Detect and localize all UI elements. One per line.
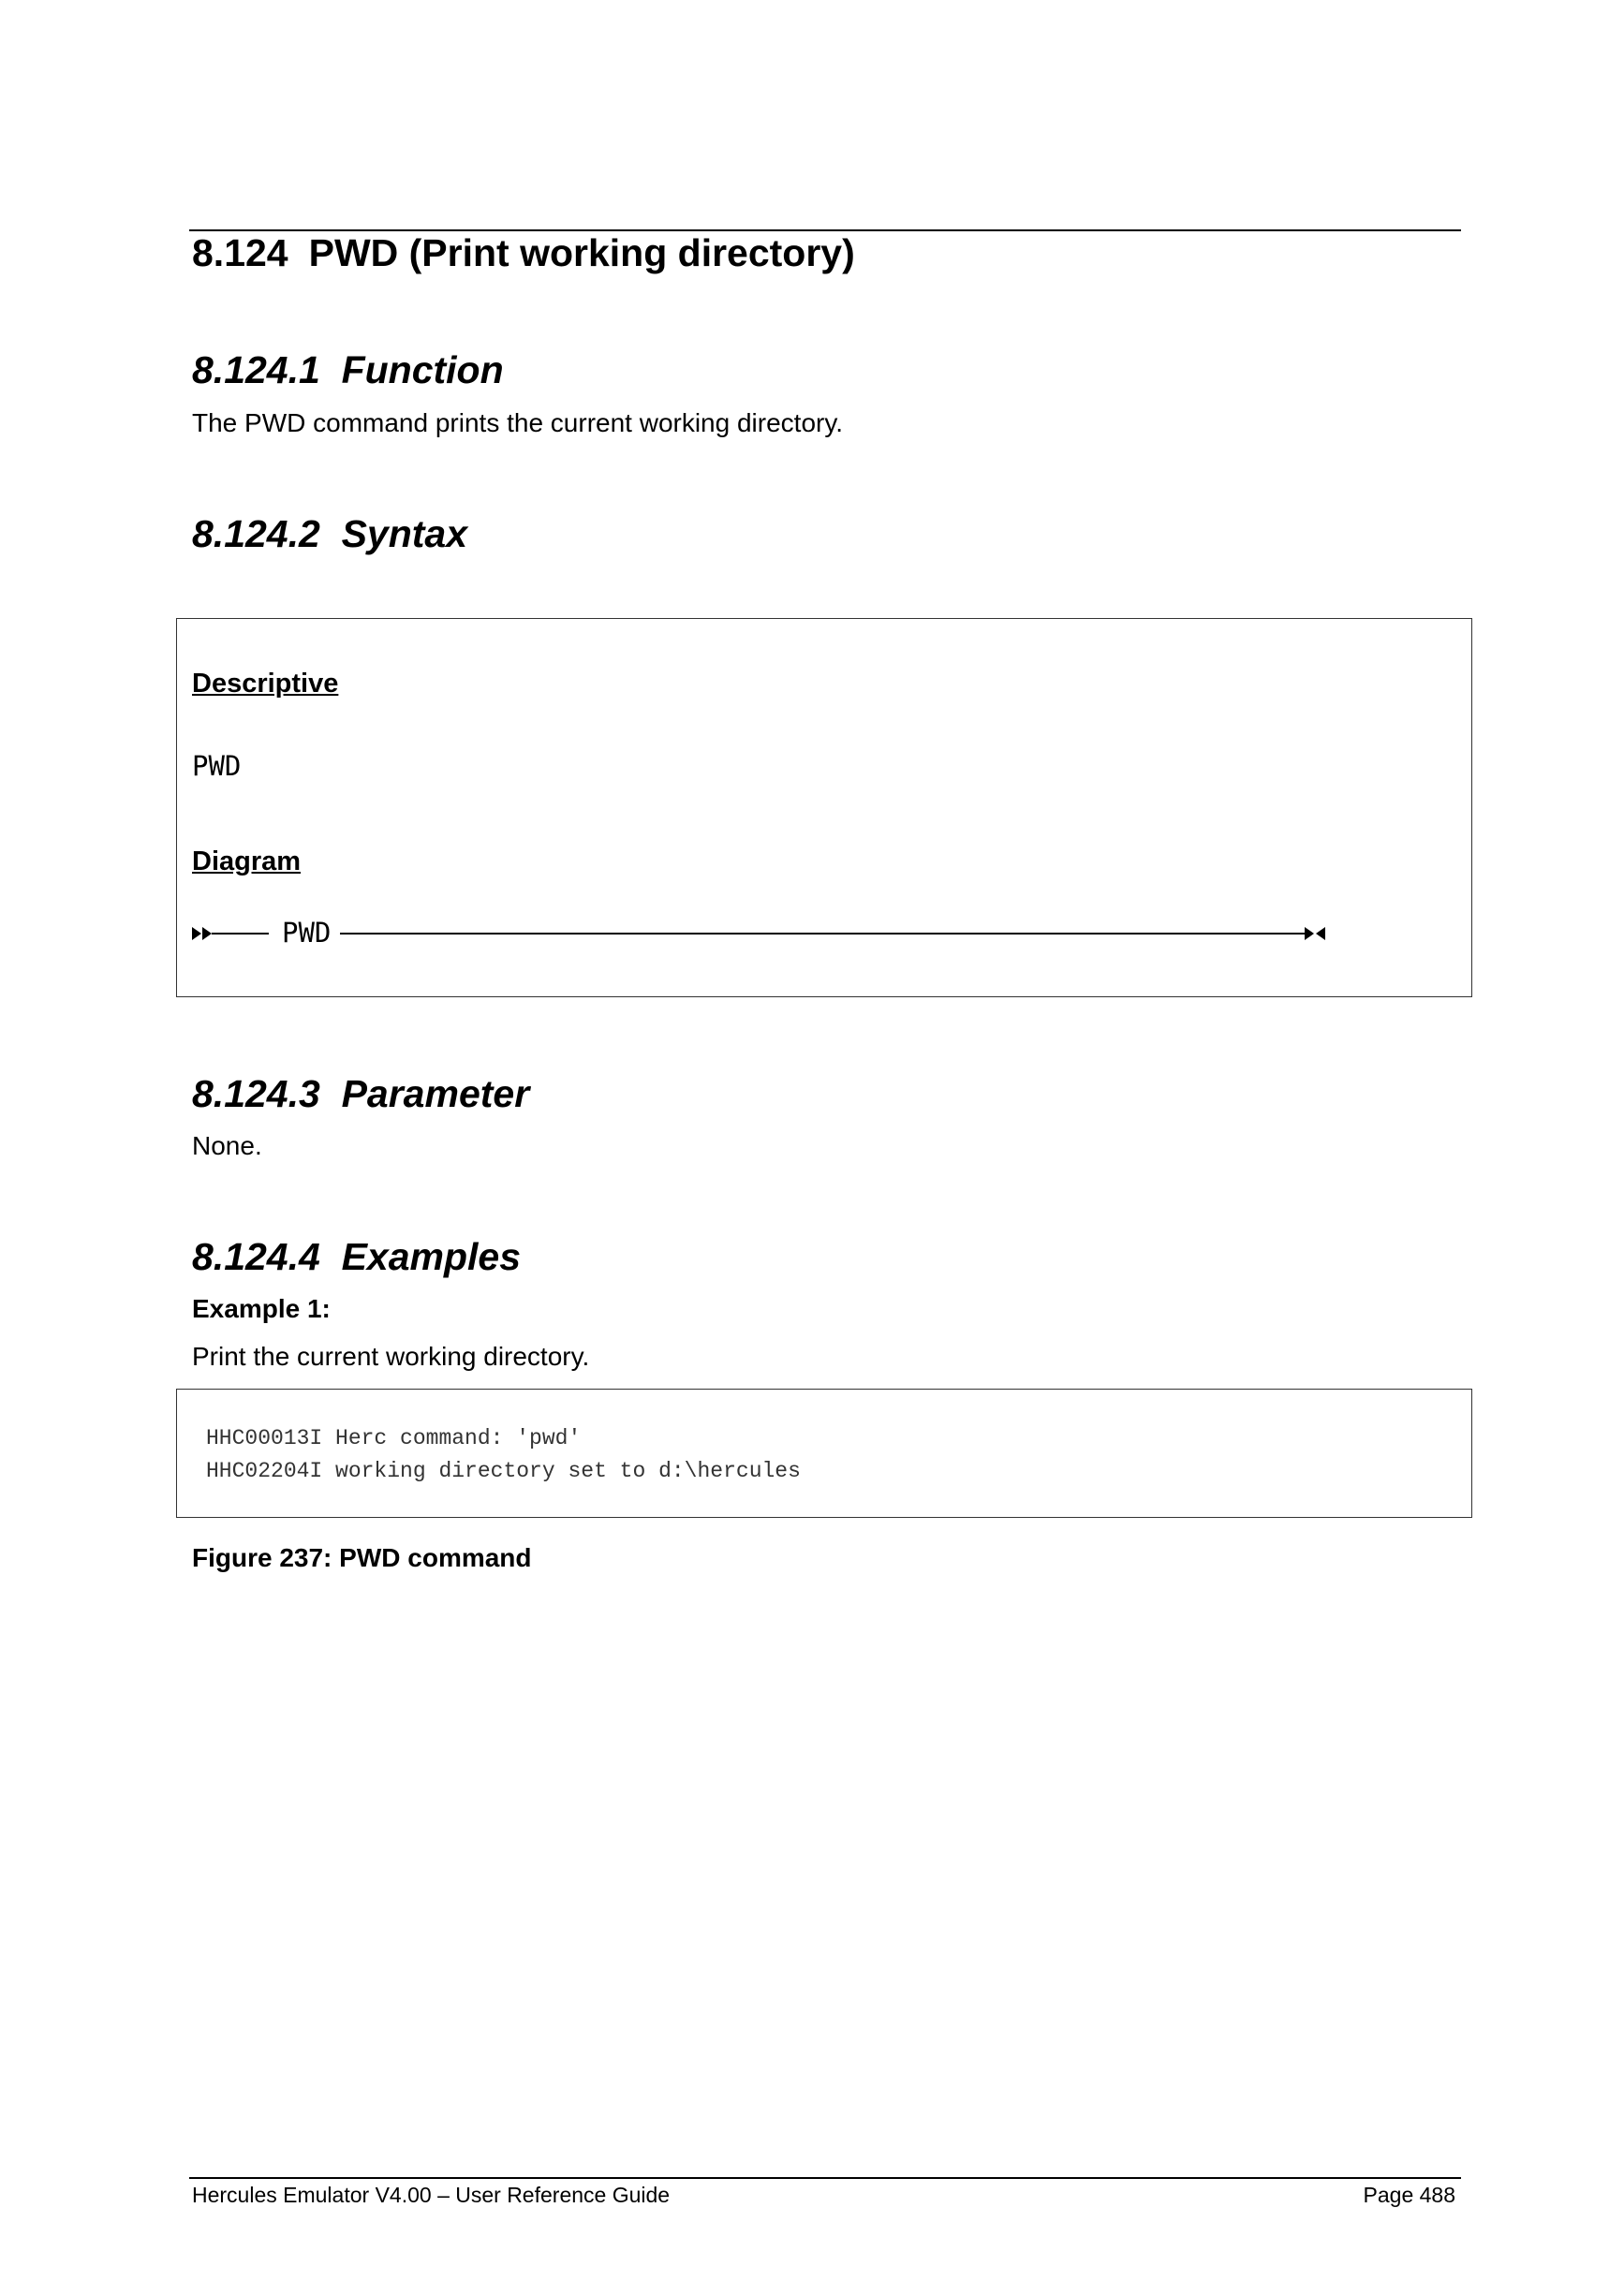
descriptive-label: Descriptive [192,669,339,699]
section-title [192,231,855,275]
diagram-label: Diagram [192,846,302,876]
code-line-2: HHC02204I working directory set to d:\hercules [206,1459,801,1483]
parameter-text: None. [192,1131,262,1160]
railroad-diagram-svg [192,915,1335,952]
syntax-heading: 8.124.2 Syntax [192,512,468,555]
end-arrow-1 [1305,927,1314,940]
function-text: The PWD command prints the current working directory. [192,408,844,437]
end-arrow-2 [1316,927,1325,940]
start-arrow-1 [192,927,201,940]
descriptive-value: PWD [192,750,242,782]
footer-left: Hercules Emulator V4.00 – User Reference Guide [192,2183,671,2207]
diagram-keyword: PWD [282,917,332,949]
parameter-heading: 8.124.3 Parameter [192,1072,530,1115]
start-arrow-2 [202,927,212,940]
syntax-box [176,618,1472,997]
section-number: 8.124 [192,231,288,274]
code-box [176,1389,1472,1518]
figure-caption: Figure 237: PWD command [192,1543,532,1572]
examples-heading: 8.124.4 Examples [192,1235,522,1278]
footer-rule [189,2177,1461,2179]
footer-page-number: Page 488 [1363,2183,1455,2207]
function-heading: 8.124.1 Function [192,348,504,391]
railroad-diagram [192,915,1335,952]
example-text: Print the current working directory. [192,1342,590,1371]
code-line-1: HHC00013I Herc command: 'pwd' [206,1426,582,1450]
example-label: Example 1: [192,1294,331,1323]
section-title-text: PWD (Print working directory) [308,231,855,274]
